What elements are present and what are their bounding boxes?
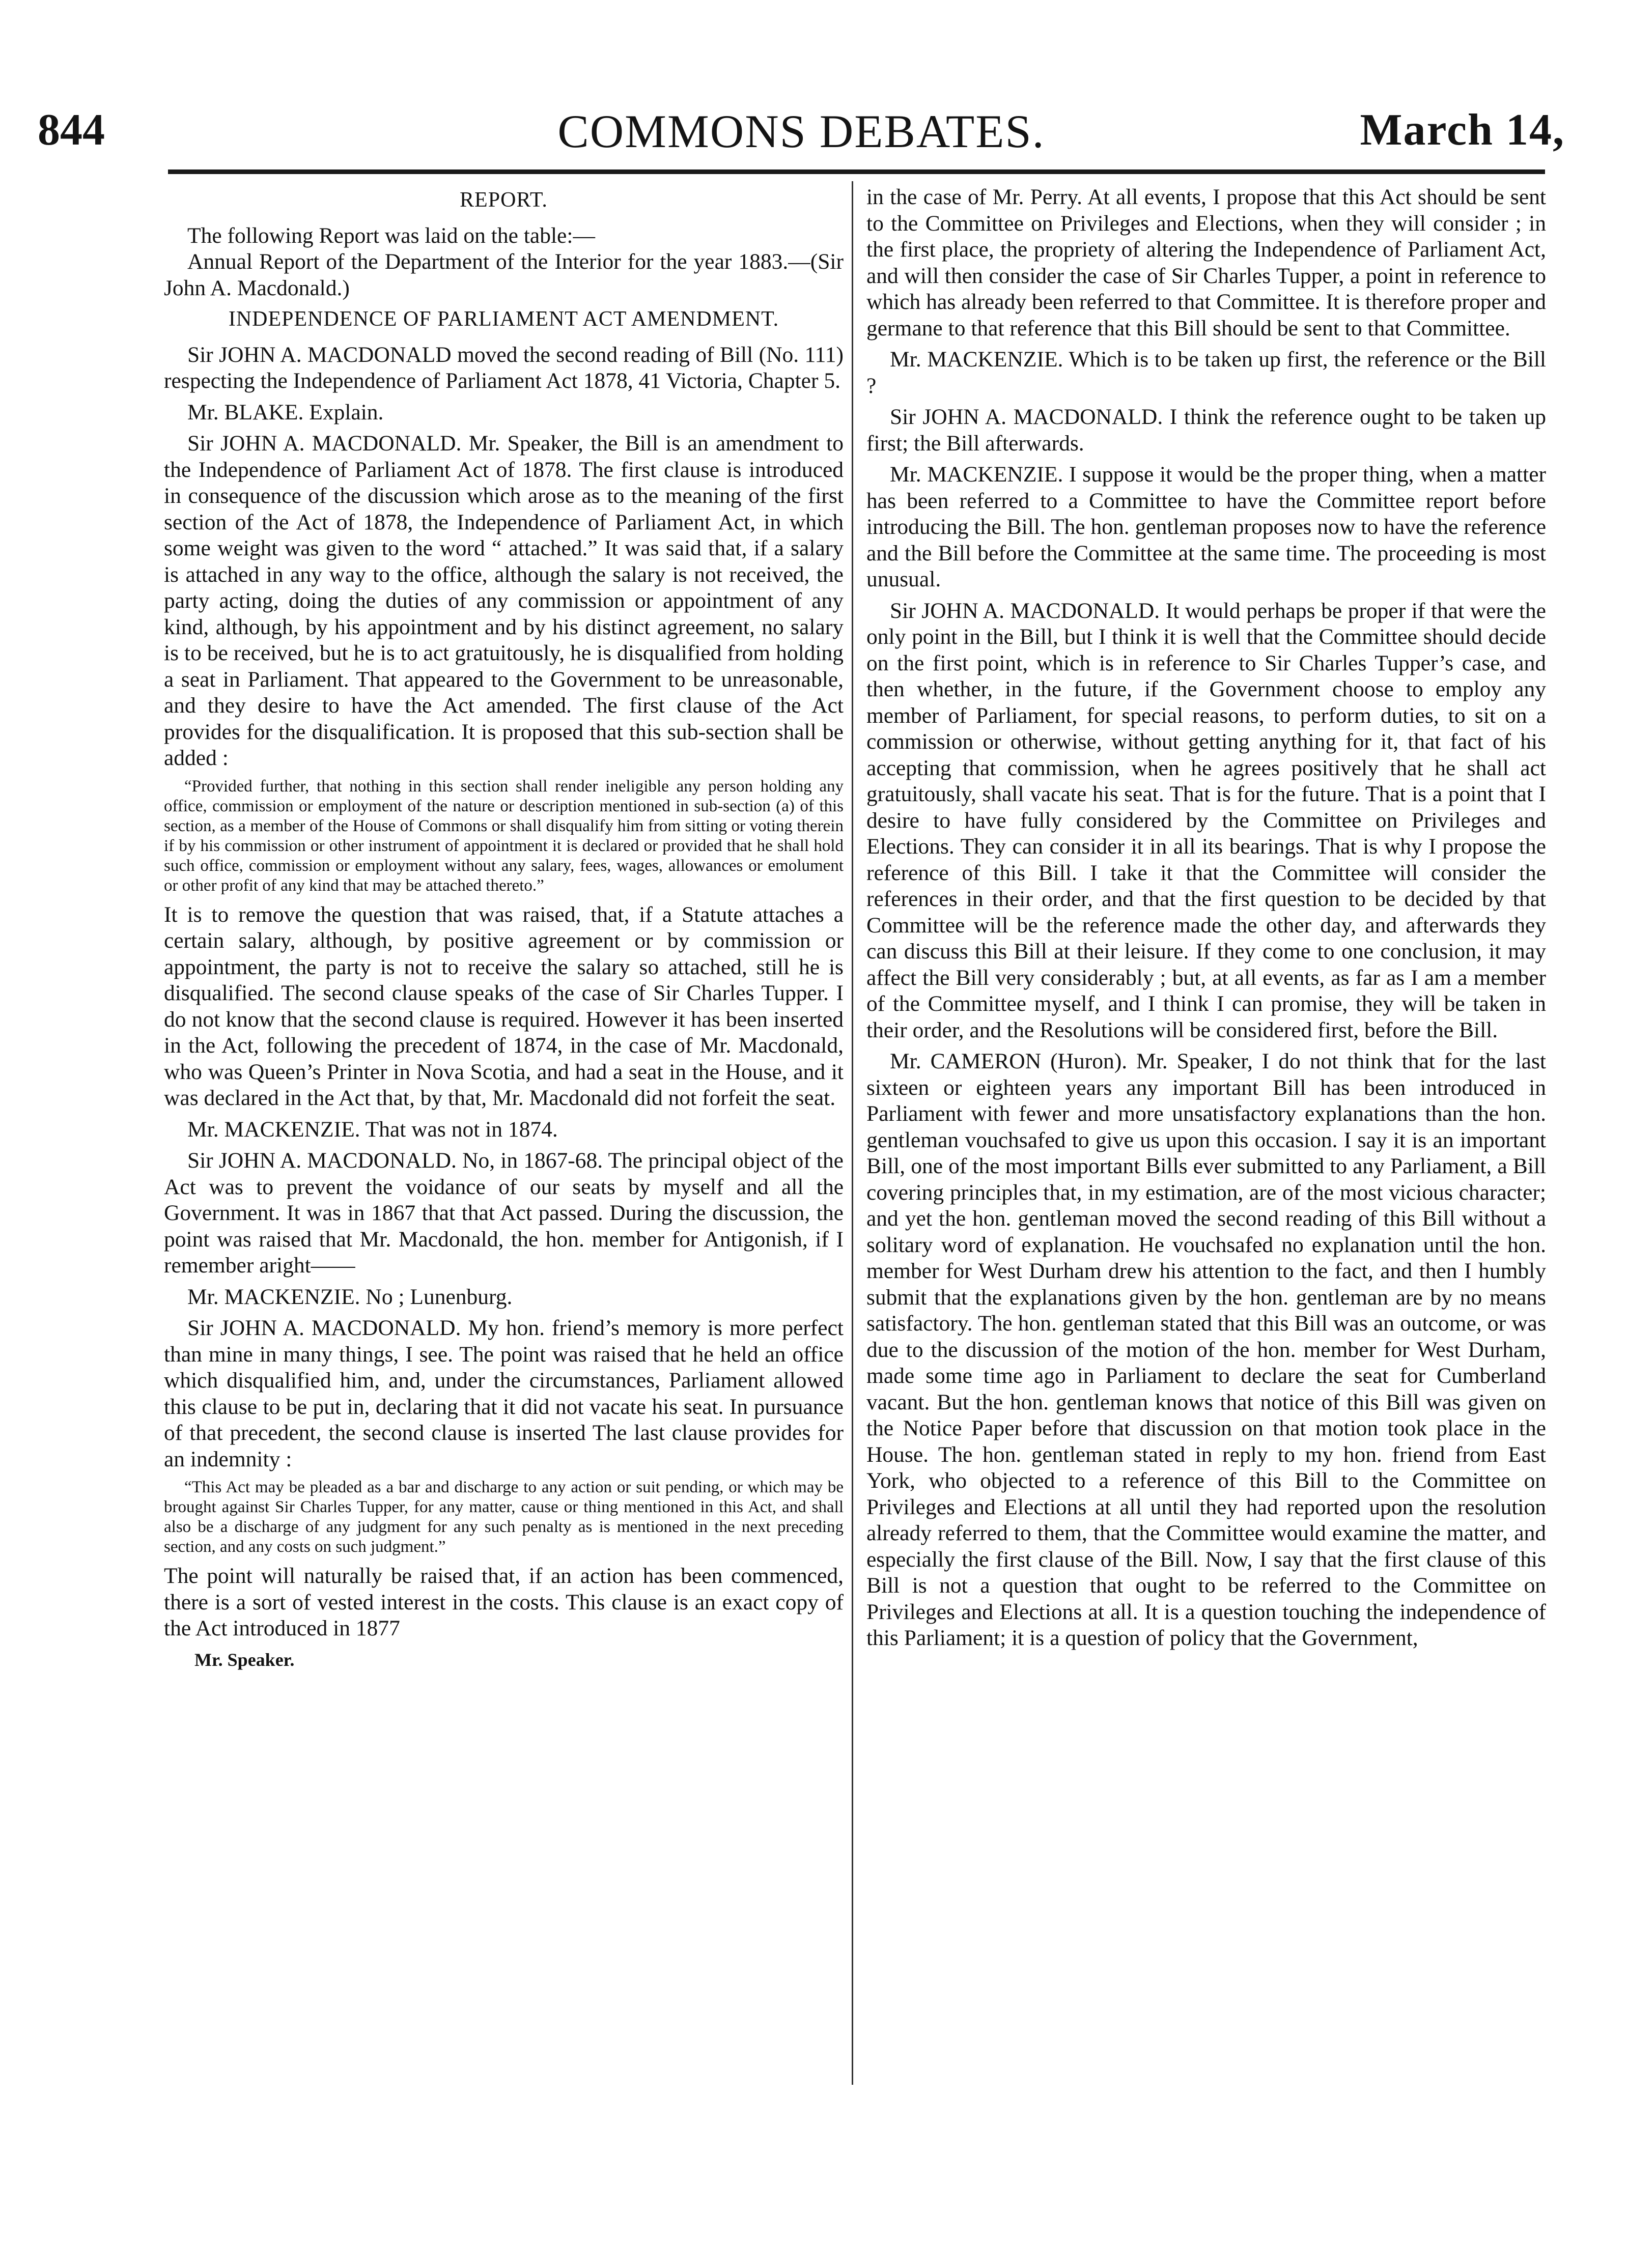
speech-paragraph: Mr. MACKENZIE. Which is to be taken up first, the reference or the Bill ? [866, 347, 1546, 398]
running-title: COMMONS DEBATES. [557, 105, 1045, 157]
speech-paragraph: Sir JOHN A. MACDONALD. I think the reference ought to be taken up first; the Bill afterwards. [866, 405, 1546, 456]
speech-paragraph: Sir JOHN A. MACDONALD moved the second reading of Bill (No. 111) respecting the Independence of Parliament Act 1878, 41 Victoria, Chapter 5. [164, 342, 844, 393]
speech-paragraph: Sir JOHN A. MACDONALD. No, in 1867-68. The principal object of the Act was to prevent the voidance of our seats by myself and all the Government. It was in 1867 that that Act passed. During the discussion, the point was raised that Mr. Macdonald, the hon. member for Antigonish, if I remember aright—— [164, 1148, 844, 1278]
speech-paragraph: It is to remove the question that was raised, that, if a Statute attaches a certain salary, although, by positive agreement or by commission or appointment, the party is not to receive the salary so attached, still he is disqualified. The second clause speaks of the case of Sir Charles Tupper. I do not know that the second clause is required. However it has been inserted in the Act, following the precedent of 1874, in the case of Mr. Macdonald, who was Queen’s Printer in Nova Scotia, and had a seat in the House, and it was declared in the Act that, by that, Mr. Macdonald did not forfeit the seat. [164, 902, 844, 1110]
running-date: March 14, [1360, 105, 1565, 155]
speech-paragraph: Mr. MACKENZIE. I suppose it would be the proper thing, when a matter has been referred to a Committee to have the Committee report before introducing the Bill. The hon. gentleman proposes now to have the reference and the Bill before the Committee at the same time. The proceeding is most unusual. [866, 462, 1546, 591]
speech-paragraph: Mr. MACKENZIE. No ; Lunenburg. [187, 1284, 513, 1309]
speech-paragraph: Sir JOHN A. MACDONALD. It would perhaps be proper if that were the only point in the Bill, but I think it is well that the Committee should decide on the first point, which is in reference to Sir Charles Tupper’s case, and then whether, in the future, if the Government choose to employ any member of Parliament, for special reasons, to perform duties, to sit on a commission or otherwise, without getting anything for it, that fact of his accepting that commission, when he agrees positively that he shall act gratuitously, shall vacate his seat. That is for the future. That is a point that I desire to have fully considered by the Committee on Privileges and Elections. They can consider it in all its bearings. That is why I propose the reference of this Bill. I take it that the Committee will consider the references in their order, and that the first question to be decided by that Committee will be the reference made the other day, and afterwards they can discuss this Bill at their leisure. If they come to one conclusion, it may affect the Bill very considerably ; but, at all events, as far as I am a member of the Committee myself, and I think I can promise, they will be taken in their order, and the Resolutions will be considered first, before the Bill. [866, 598, 1546, 1042]
speech-paragraph: The point will naturally be raised that, if an action has been commenced, there is a sort of vested interest in the costs. This clause is an exact copy of the Act introduced in 1877 [164, 1564, 844, 1640]
speech-paragraph: Mr. BLAKE. Explain. [187, 400, 384, 424]
report-heading: REPORT. [460, 188, 548, 212]
section-heading: INDEPENDENCE OF PARLIAMENT ACT AMENDMENT. [228, 307, 779, 331]
page-number: 844 [38, 105, 105, 155]
header-rule [168, 169, 1545, 174]
quoted-subsection: “Provided further, that nothing in this section shall render ineligible any person holding any office, commission or employment of the nature or description mentioned in sub-section (a) of this section, as a member of the House of Commons or shall disqualify him from sitting or voting therein if by his commission or other instrument of appointment it is declared or provided that he shall hold such office, commission or employment without any salary, fees, wages, allowances or emolument or other profit of any kind that may be attached thereto.” [164, 777, 844, 895]
report-item: Annual Report of the Department of the Interior for the year 1883.—(Sir John A. Macdonald.) [164, 249, 844, 300]
quoted-clause: “This Act may be pleaded as a bar and discharge to any action or suit pending, or which may be brought against Sir Charles Tupper, for any matter, cause or thing mentioned in this Act, and shall also be a discharge of any judgment for any such penalty as is mentioned in the next preceding section, and any costs on such judgment.” [164, 1478, 844, 1556]
speech-paragraph: Sir JOHN A. MACDONALD. My hon. friend’s memory is more perfect than mine in many things, I see. The point was raised that he held an office which disqualified him, and, under the circumstances, Parliament allowed this clause to be put in, declaring that it did not vacate his seat. In pursuance of that precedent, the second clause is inserted The last clause provides for an indemnity : [164, 1316, 844, 1471]
catchword: Mr. Speaker. [194, 1649, 295, 1670]
speech-paragraph: in the case of Mr. Perry. At all events, I propose that this Act should be sent to the Committee on Privileges and Elections, when they will consider ; in the first place, the propriety of altering the Independence of Parliament Act, and will then consider the case of Sir Charles Tupper, a point in reference to which has already been referred to that Committee. It is therefore proper and germane to that reference that this Bill should be sent to that Committee. [866, 185, 1546, 341]
speech-paragraph: Sir JOHN A. MACDONALD. Mr. Speaker, the Bill is an amendment to the Independence of Parliament Act of 1878. The first clause is introduced in consequence of the discussion which arose as to the meaning of the first section of the Act of 1878, the Independence of Parliament Act, in which some weight was given to the word “ attached.” It was said that, if a salary is attached in any way to the office, although the salary is not received, the party acting, doing the duties of any commission or appointment of any kind, although, by his appointment and by his distinct agreement, no salary is to be received, but he is to act gratuitously, he is disqualified from holding a seat in Parliament. That appeared to the Government to be unreasonable, and they desire to have the Act amended. The first clause of the Act provides for the disqualification. It is proposed that this sub-section shall be added : [164, 431, 844, 770]
page-header [38, 104, 1565, 160]
right-column [866, 184, 1546, 1657]
speech-paragraph: Mr. CAMERON (Huron). Mr. Speaker, I do not think that for the last sixteen or eighteen years any important Bill has been introduced in Parliament with fewer and more unsatisfactory explanations than the hon. gentleman vouchsafed to give us upon this occasion. I say it is an important Bill, one of the most important Bills ever submitted to any Parliament, a Bill covering principles that, in my estimation, are of the most vicious character; and yet the hon. gentleman moved the second reading of this Bill without a solitary word of explanation. He vouchsafed no explanation until the hon. member for West Durham drew his attention to the fact, and then I humbly submit that the explanations given by the hon. gentleman are by no means satisfactory. The hon. gentleman stated that this Bill was an outcome, or was due to the discussion of the motion of the hon. member for West Durham, made some time ago in Parliament to declare the seat for Cumberland vacant. But the hon. gentleman knows that notice of this Bill was given on the Notice Paper before that discussion on that motion took place in the House. The hon. gentleman stated in reply to my hon. friend from East York, who objected to a reference of this Bill to the Committee on Privileges and Elections at all until they had reported upon the resolution already referred to them, that the Committee would examine the matter, and especially the first clause of the Bill. Now, I say that the first clause of this Bill is not a question that ought to be referred to the Committee on Privileges and Elections at all. It is a question touching the independence of this Parliament; it is a question of policy that the Government, [866, 1049, 1546, 1650]
column-divider [852, 181, 853, 2085]
report-intro: The following Report was laid on the table:— [187, 223, 595, 248]
left-column [164, 184, 844, 1673]
speech-paragraph: Mr. MACKENZIE. That was not in 1874. [187, 1117, 558, 1142]
